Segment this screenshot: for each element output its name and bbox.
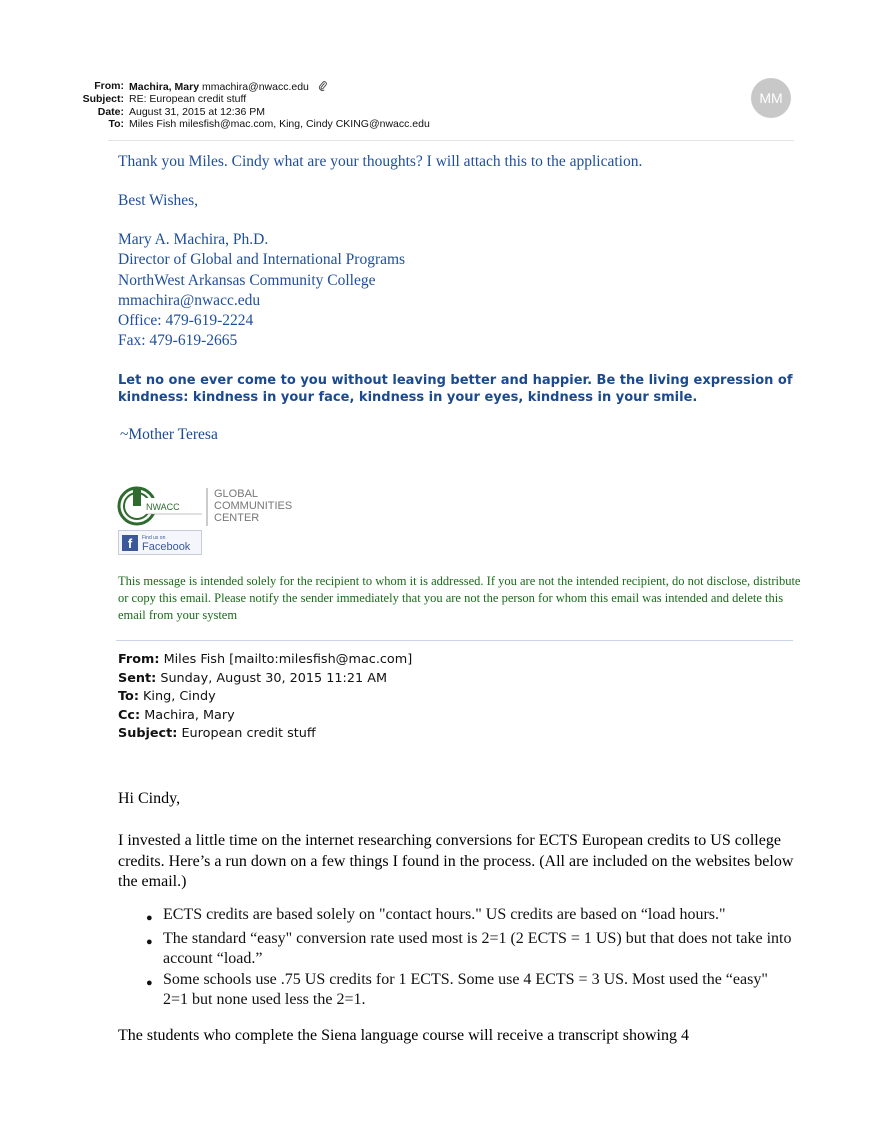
signature-college: NorthWest Arkansas Community College [118,271,376,289]
subject-value: RE: European credit stuff [129,93,247,106]
nwacc-logo-text: NWACC [146,502,180,512]
signature-office-phone: Office: 479-619-2224 [118,312,254,330]
fwd-subject-value: European credit stuff [181,726,316,741]
header-subject-row [56,93,430,105]
fwd-to-row: To: King, Cindy [118,689,216,704]
fwd-cc-row: Cc: Machira, Mary [118,707,235,723]
bullet-icon: ● [146,912,153,924]
gcc-line2: COMMUNITIES [214,500,293,512]
greeting: Hi Cindy, [118,790,181,807]
intro-paragraph: I invested a little time on the internet researching conversions for ECTS European credits to US college credits. Here’s a run down on a few things I found in the process. (All are included on the websites below the email.) [118,832,794,890]
nwacc-gcc-logo[interactable] [116,484,316,535]
gcc-line1: GLOBAL [214,488,259,500]
date-value: August 31, 2015 at 12:36 PM [129,105,266,118]
list-item [146,929,796,970]
signature-title: Director of Global and International Programs [118,251,406,269]
date-label: Date: [97,105,124,118]
bullet-text: ECTS credits are based solely on "contact hours." US credits are based on “load hours." [163,906,726,923]
fwd-from-row: From: Miles Fish [mailto:milesfish@mac.com] [118,652,413,667]
paperclip-icon[interactable] [318,80,327,91]
gcc-line3: CENTER [214,512,260,524]
from-email[interactable]: mmachira@nwacc.edu [201,81,309,93]
fwd-from-value[interactable]: Miles Fish [mailto:milesfish@mac.com] [163,652,413,667]
sender-avatar[interactable]: MM [751,78,791,118]
bullet-icon: ● [146,976,153,989]
forwarded-header [118,651,412,744]
list-item [146,970,796,1011]
facebook-label: Facebook [142,540,191,553]
bullet-list [146,905,796,1011]
mail-header [56,80,430,131]
facebook-icon: f [122,535,138,551]
forward-divider [116,640,793,641]
fwd-cc-value: Machira, Mary [144,707,235,723]
facebook-badge[interactable] [118,530,202,555]
reply-line: Thank you Miles. Cindy what are your thoughts? I will attach this to the application. [118,153,643,170]
header-from-row [56,80,430,93]
quote-author: ~Mother Teresa [120,426,218,443]
fwd-subject-row: Subject: European credit stuff [118,726,316,741]
from-name: Machira, Mary [129,81,200,93]
from-label: From: [94,80,124,92]
bullet-text: Some schools use .75 US credits for 1 ECTS. Some use 4 ECTS = 3 US. Most used the “easy" 2=1 but none used less the 2=1. [163,970,768,1008]
bullet-icon: ● [146,935,153,948]
bullet-text: The standard “easy" conversion rate used most is 2=1 (2 ECTS = 1 US) but that does not take into account “load.” [163,929,792,967]
fwd-sent-value: Sunday, August 30, 2015 11:21 AM [160,670,387,686]
signature-fax: Fax: 479-619-2665 [118,332,238,350]
confidentiality-disclaimer: This message is intended solely for the recipient to whom it is addressed. If you are not the intended recipient, do not disclose, distribute or copy this email. Please notify the sender immediately that you are not the person for whom this email was intended and delete this email from your system [118,574,801,623]
signature-email[interactable]: mmachira@nwacc.edu [118,291,261,309]
subject-label: Subject: [82,93,124,106]
signature-block [118,230,405,352]
facebook-small-text: Find us on [142,534,166,541]
to-label: To: [108,118,124,131]
header-date-row [56,106,430,118]
closing-line: Best Wishes, [118,192,199,209]
closing-paragraph: The students who complete the Siena language course will receive a transcript showing 4 [118,1027,689,1044]
fwd-to-value: King, Cindy [143,689,216,704]
header-divider [108,140,794,141]
to-value[interactable]: Miles Fish milesfish@mac.com, King, Cindy CKING@nwacc.edu [129,118,430,131]
signature-quote: Let no one ever come to you without leaving better and happier. Be the living expression of kindness: kindness in your face, kindness in your eyes, kindness in your smile. [118,373,793,405]
header-to-row [56,118,430,130]
list-item [146,905,796,929]
signature-name: Mary A. Machira, Ph.D. [118,231,269,248]
fwd-sent-row: Sent: Sunday, August 30, 2015 11:21 AM [118,670,387,686]
